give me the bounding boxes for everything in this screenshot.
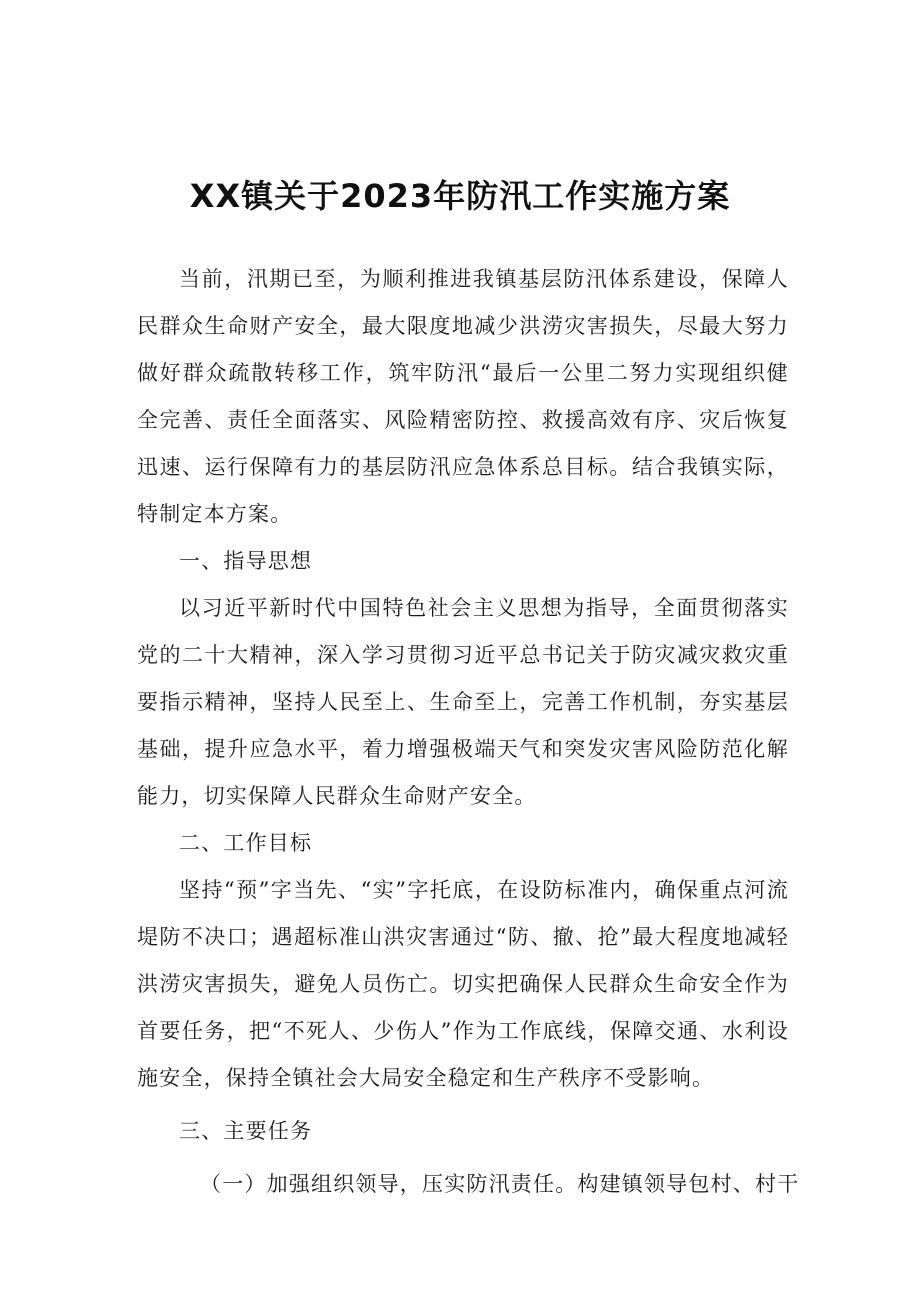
document-body — [137, 256, 800, 1208]
section-heading-guiding-ideology: 一、指导思想 — [179, 549, 313, 573]
subsection-heading-organization: （一）加强组织领导，压实防汛责任。构建镇领导包村、村干 — [200, 1172, 800, 1196]
document-title: XX镇关于2023年防汛工作实施方案 — [189, 177, 731, 215]
section-body-work-goals: 坚持“预”字当先、“实”字托底，在设防标准内，确保重点河流堤防不决口；遇超标准山洪灾害通过“防、撤、抢”最大程度地减轻洪涝灾害损失，避免人员伤亡。切实把确保人民群众生命安全作为首要任务，把“不死人、少伤人”作为工作底线，保障交通、水利设施安全，保持全镇社会大局安全稳定和生产秩序不受影响。 — [137, 878, 789, 1090]
section-body-guiding-ideology: 以习近平新时代中国特色社会主义思想为指导，全面贯彻落实党的二十大精神，深入学习贯彻习近平总书记关于防灾减灾救灾重要指示精神，坚持人民至上、生命至上，完善工作机制，夯实基层基础，提升应急水平，着力增强极端天气和突发灾害风险防范化解能力，切实保障人民群众生命财产安全。 — [137, 596, 789, 808]
intro-paragraph: 当前，汛期已至，为顺利推进我镇基层防汛体系建设，保障人民群众生命财产安全，最大限度地减少洪涝灾害损失，尽最大努力做好群众疏散转移工作，筑牢防汛“最后一公里二努力实现组织健全完善、责任全面落实、风险精密防控、救援高效有序、灾后恢复迅速、运行保障有力的基层防汛应急体系总目标。结合我镇实际，特制定本方案。 — [137, 267, 789, 526]
section-heading-main-tasks: 三、主要任务 — [179, 1119, 313, 1143]
section-heading-work-goals: 二、工作目标 — [179, 831, 313, 855]
